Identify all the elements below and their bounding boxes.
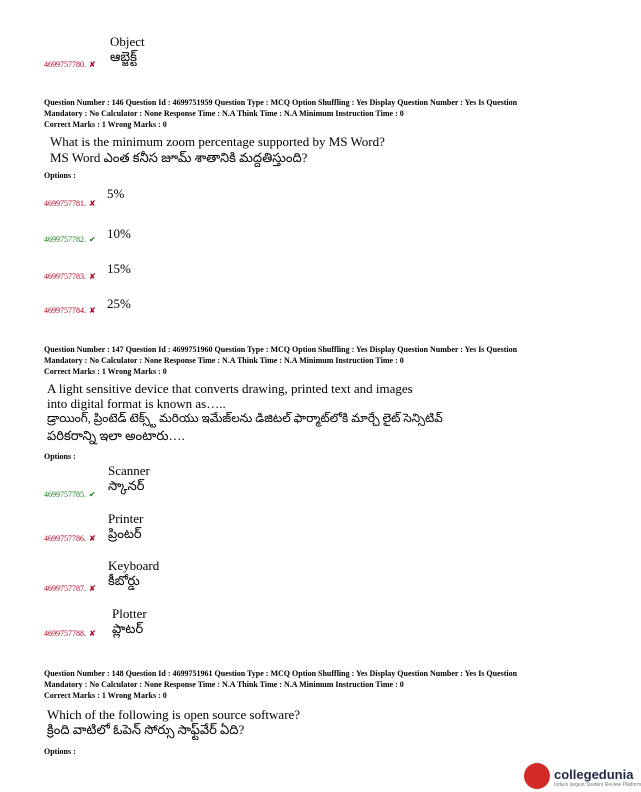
cross-icon: ✘ xyxy=(89,306,96,315)
question-text-te: MS Word ఎంత కనీస జూమ్ శాతానికి మద్దతిస్తుంది? xyxy=(50,150,308,165)
question-marks: Correct Marks : 1 Wrong Marks : 0 xyxy=(44,367,167,376)
cross-icon: ✘ xyxy=(89,60,96,69)
question-meta-line1: Question Number : 147 Question Id : 4699751960 Question Type : MCQ Option Shuffling : Yes Display Question Number : Yes Is Question xyxy=(44,345,518,354)
question-text-en: Which of the following is open source software? xyxy=(47,707,301,722)
option-text: 25% xyxy=(107,296,131,311)
options-label: Options : xyxy=(44,171,76,180)
option-text: 5% xyxy=(107,186,125,201)
option-text-en: Keyboard xyxy=(108,558,160,573)
question-text-te: క్రింది వాటిలో ఓపెన్ సోర్సు సాఫ్ట్‌వేర్ ఏది? xyxy=(47,722,245,737)
cross-icon: ✘ xyxy=(89,534,96,543)
option-text-en: Scanner xyxy=(108,463,150,478)
option-text-te: ప్రింటర్ xyxy=(108,526,142,541)
question-text-en: What is the minimum zoom percentage supported by MS Word? xyxy=(50,134,385,149)
option-id: 4699757780. ✘ xyxy=(44,60,96,69)
option-text-en: Plotter xyxy=(112,606,147,621)
question-text-te-line1: డ్రాయింగ్, ప్రింటెడ్ టెక్స్ట్ మరియు ఇమేజ్‌లను డిజిటల్ ఫార్మాట్‌లోకి మార్చే లైట్ సెన్సిటివ్ xyxy=(47,411,443,425)
option-text-en: Printer xyxy=(108,511,144,526)
question-meta-line2: Mandatory : No Calculator : None Response Time : N.A Think Time : N.A Minimum Instruction Time : 0 xyxy=(44,680,404,689)
cross-icon: ✘ xyxy=(89,272,96,281)
check-icon: ✔ xyxy=(89,235,96,244)
logo-name: collegedunia xyxy=(554,767,634,782)
question-marks: Correct Marks : 1 Wrong Marks : 0 xyxy=(44,691,167,700)
option-id: 4699757783. ✘ xyxy=(44,272,96,281)
question-meta-line1: Question Number : 148 Question Id : 4699751961 Question Type : MCQ Option Shuffling : Yes Display Question Number : Yes Is Question xyxy=(44,669,518,678)
check-icon: ✔ xyxy=(89,490,96,499)
question-text-te-line2: పరికరాన్ని ఇలా అంటారు…. xyxy=(47,428,185,443)
option-id: 4699757788. ✘ xyxy=(44,629,96,638)
option-id: 4699757787. ✘ xyxy=(44,584,96,593)
options-label: Options : xyxy=(44,452,76,461)
option-text-te: ఆబ్జెక్ట్ xyxy=(110,49,137,64)
option-text-te: స్కానర్ xyxy=(108,478,145,493)
question-meta-line2: Mandatory : No Calculator : None Response Time : N.A Think Time : N.A Minimum Instruction Time : 0 xyxy=(44,356,404,365)
option-text-te: కీబోర్డు xyxy=(108,573,140,588)
option-id: 4699757786. ✘ xyxy=(44,534,96,543)
question-text-en-line1: A light sensitive device that converts drawing, printed text and images xyxy=(47,381,413,396)
logo-icon xyxy=(524,763,550,789)
option-id: 4699757785. ✔ xyxy=(44,490,96,499)
option-text-te: ప్లాటర్ xyxy=(112,621,144,636)
question-meta-line2: Mandatory : No Calculator : None Response Time : N.A Think Time : N.A Minimum Instruction Time : 0 xyxy=(44,109,404,118)
question-text-en-line2: into digital format is known as….. xyxy=(47,396,226,411)
option-text: 15% xyxy=(107,261,131,276)
option-id: 4699757784. ✘ xyxy=(44,306,96,315)
question-marks: Correct Marks : 1 Wrong Marks : 0 xyxy=(44,120,167,129)
option-text-en: Object xyxy=(110,34,145,49)
cross-icon: ✘ xyxy=(89,199,96,208)
options-label: Options : xyxy=(44,747,76,756)
logo-tagline: India's largest Student Review Platform xyxy=(554,782,641,788)
option-text: 10% xyxy=(107,226,131,241)
question-meta-line1: Question Number : 146 Question Id : 4699751959 Question Type : MCQ Option Shuffling : Yes Display Question Number : Yes Is Question xyxy=(44,98,518,107)
option-id: 4699757782. ✔ xyxy=(44,235,96,244)
cross-icon: ✘ xyxy=(89,584,96,593)
option-id: 4699757781. ✘ xyxy=(44,199,96,208)
cross-icon: ✘ xyxy=(89,629,96,638)
